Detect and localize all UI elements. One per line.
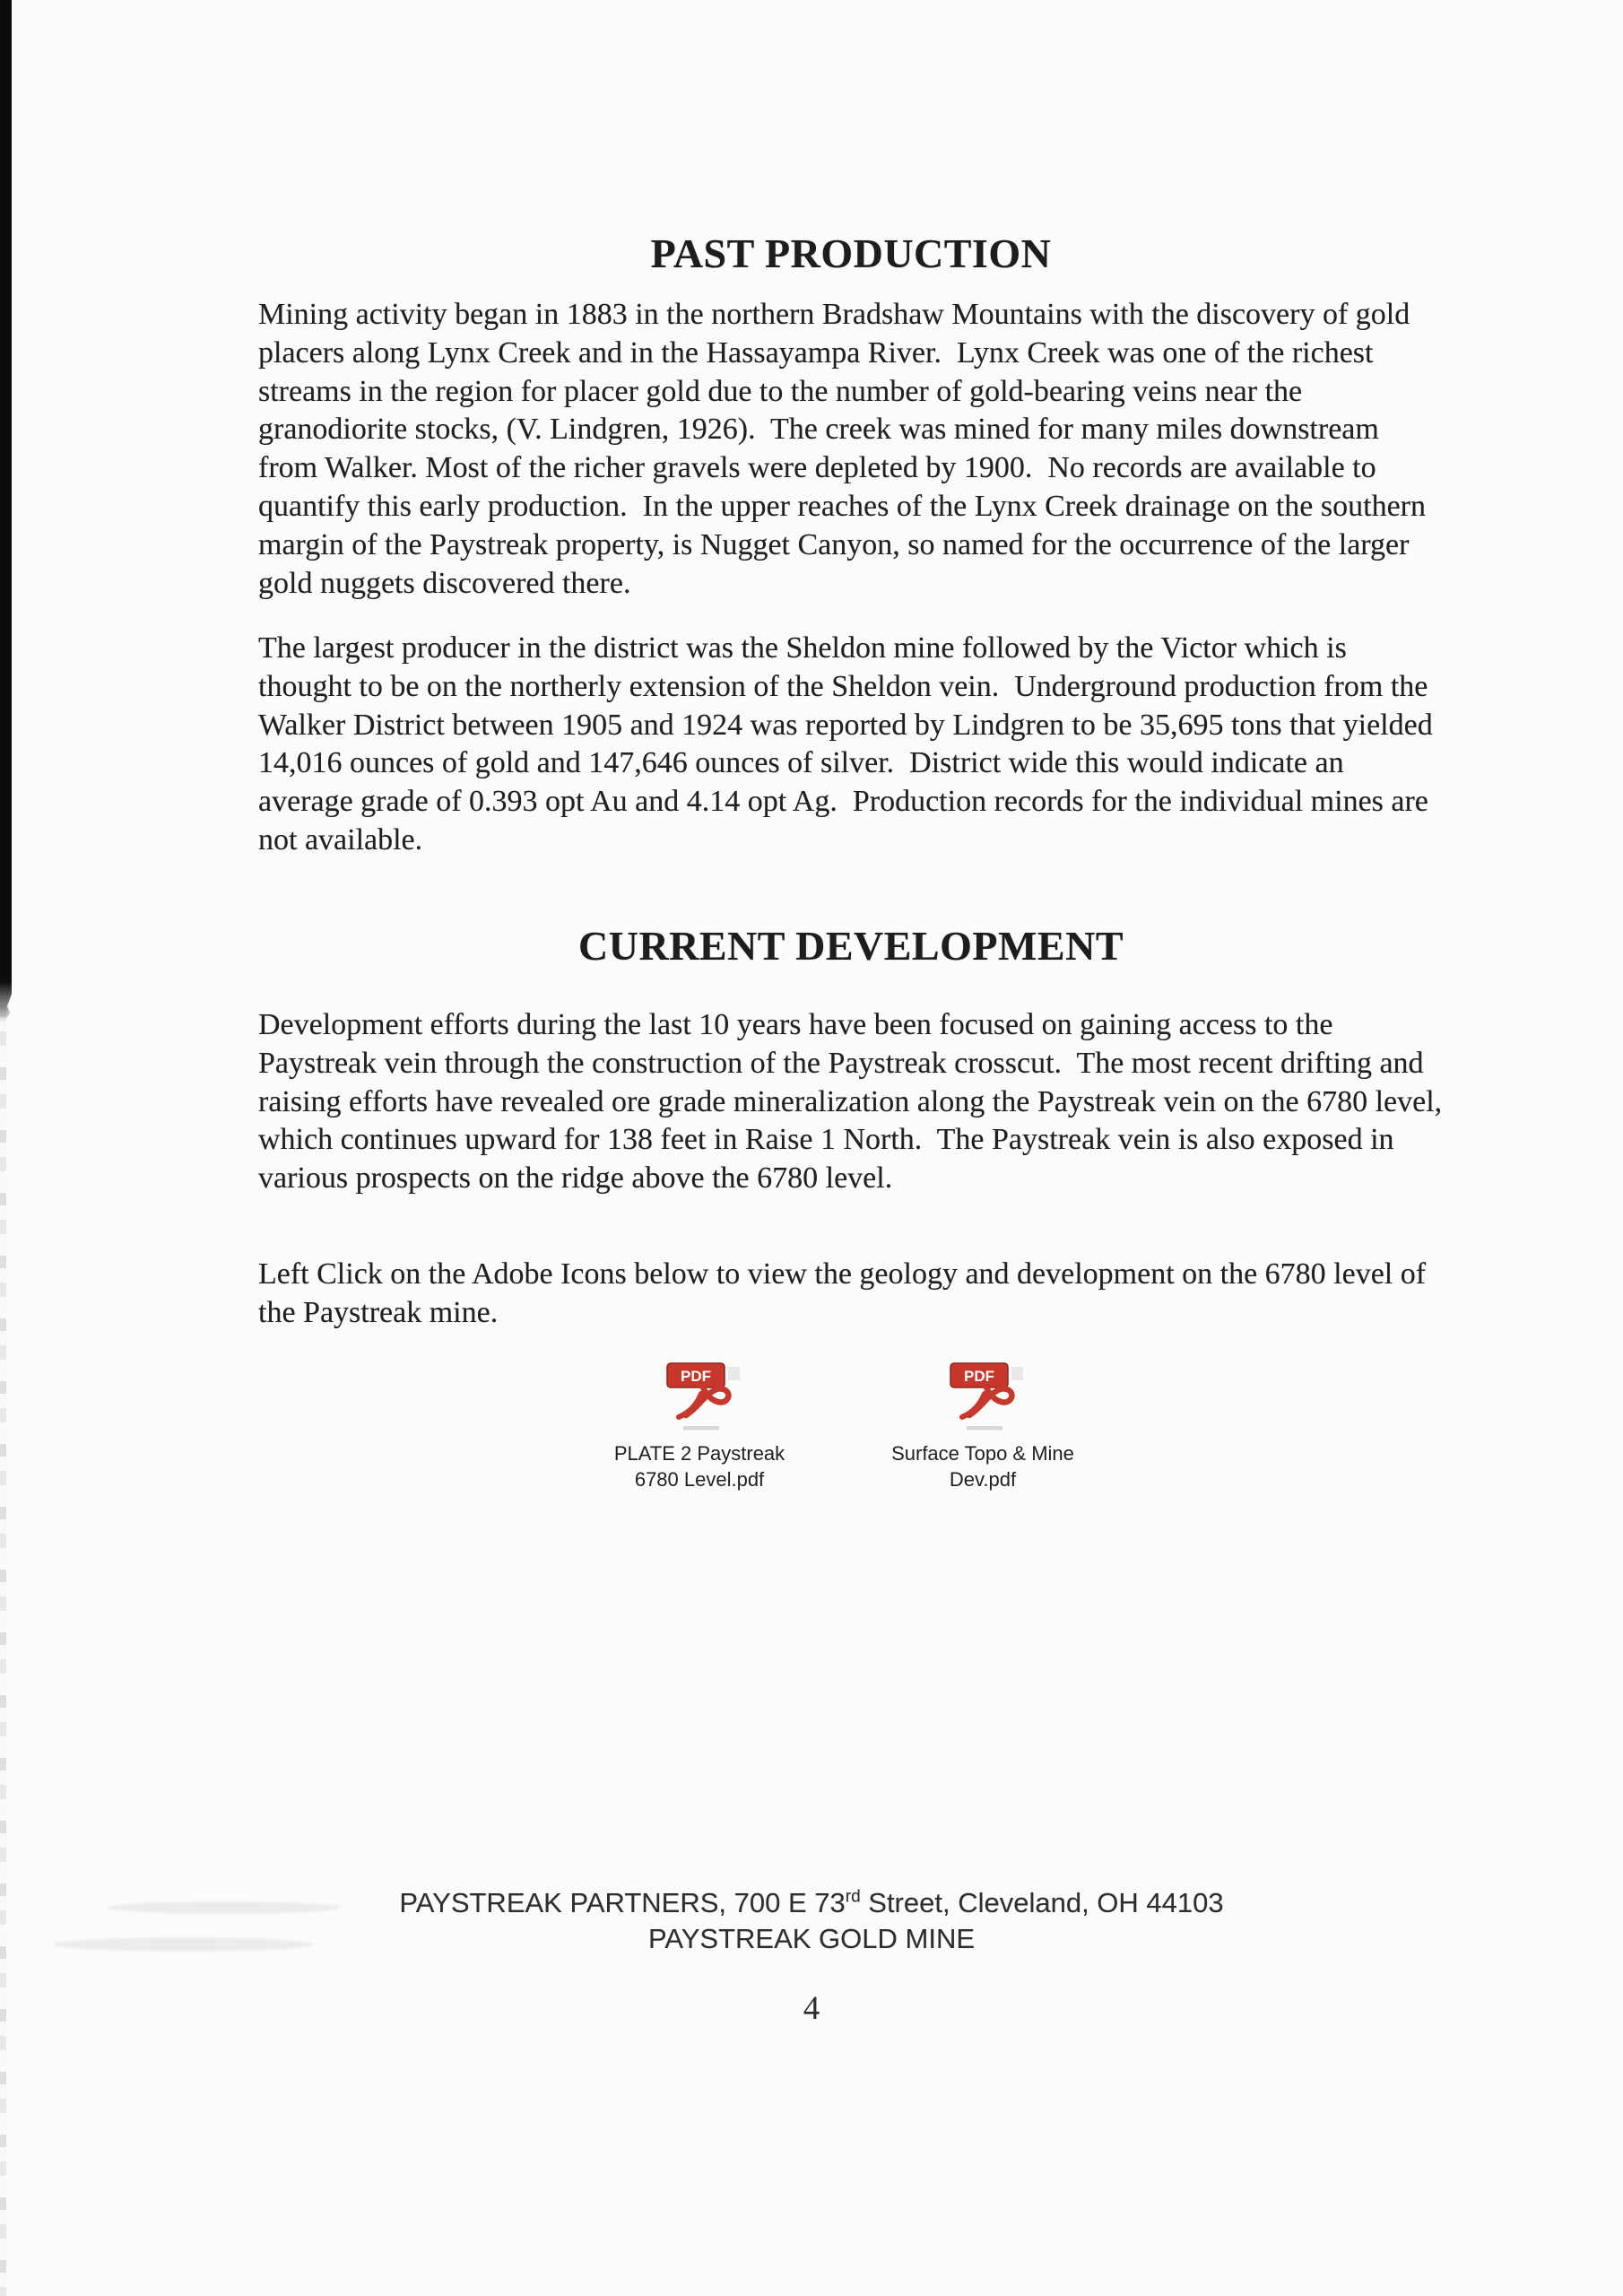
pdf-attachment-label[interactable] bbox=[614, 1440, 785, 1492]
pdf-label-line2[interactable]: Dev.pdf bbox=[949, 1468, 1017, 1491]
pdf-attachment-label[interactable] bbox=[891, 1440, 1074, 1492]
tiny-caption-smudge bbox=[683, 1426, 719, 1431]
page-ghost-mark bbox=[728, 1367, 740, 1380]
pdf-attachment-plate2[interactable] bbox=[583, 1361, 816, 1492]
section-heading-past-production: PAST PRODUCTION bbox=[650, 230, 1052, 276]
pdf-badge-text: PDF bbox=[681, 1368, 711, 1385]
footer-address-prefix: PAYSTREAK PARTNERS, 700 E 73 bbox=[399, 1887, 846, 1918]
pdf-file-icon[interactable] bbox=[933, 1361, 1033, 1435]
pdf-label-line1[interactable]: Surface Topo & Mine bbox=[891, 1442, 1074, 1465]
footer-address-line bbox=[0, 1887, 1623, 1919]
tiny-caption-smudge bbox=[967, 1426, 1002, 1431]
pdf-attachment-surface-topo[interactable] bbox=[866, 1361, 1099, 1492]
pdf-label-line1[interactable]: PLATE 2 Paystreak bbox=[613, 1442, 785, 1465]
scanner-black-edge-artifact bbox=[0, 0, 12, 1022]
paragraph-mining-history: Mining activity began in 1883 in the northern Bradshaw Mountains with the discovery of gold placers along Lynx Creek and in the Hassayampa River. Lynx Creek was one of the richest streams in the region for placer gold due to the number of gold-bearing veins near the granodiorite stocks, (V. Lindgren, 1926). The creek was mined for many miles downstream from Walker. Most of the richer gravels were depleted by 1900. No records are available to quantify this early production. In the upper reaches of the Lynx Creek drainage on the southern margin of the Paystreak property, is Nugget Canyon, so named for the occurrence of the larger gold nuggets discovered there. bbox=[258, 298, 1434, 600]
page-number: 4 bbox=[803, 1990, 820, 2027]
footer-ordinal-suffix: rd bbox=[845, 1887, 861, 1907]
paragraph-click-instruction: Left Click on the Adobe Icons below to view the geology and development on the 6780 level of the Paystreak mine. bbox=[258, 1257, 1434, 1329]
pdf-badge-text: PDF bbox=[964, 1368, 994, 1385]
paragraph-district-production: The largest producer in the district was the Sheldon mine followed by the Victor which is thought to be on the northerly extension of the Sheldon vein. Underground production from the Walker District between 1905 and 1924 was reported by Lindgren to be 35,695 tons that yielded 14,016 ounces of gold and 147,646 ounces of silver. District wide this would indicate an average grade of 0.393 opt Au and 4.14 opt Ag. Production records for the individual mines are not available. bbox=[258, 631, 1441, 857]
footer-address-suffix: Street, Cleveland, OH 44103 bbox=[860, 1887, 1224, 1918]
pdf-label-line2[interactable]: 6780 Level.pdf bbox=[634, 1468, 765, 1491]
pdf-file-icon[interactable] bbox=[649, 1361, 750, 1435]
footer-mine-name: PAYSTREAK GOLD MINE bbox=[647, 1923, 976, 1954]
page-ghost-mark bbox=[1011, 1367, 1023, 1380]
paragraph-development: Development efforts during the last 10 years have been focused on gaining access to the Paystreak vein through the construction of the Paystreak crosscut. The most recent drifting and raising efforts have revealed ore grade mineralization along the Paystreak vein on the 6780 level, which continues upward for 138 feet in Raise 1 North. The Paystreak vein is also exposed in various prospects on the ridge above the 6780 level. bbox=[258, 1008, 1450, 1196]
section-heading-current-development: CURRENT DEVELOPMENT bbox=[578, 923, 1124, 969]
